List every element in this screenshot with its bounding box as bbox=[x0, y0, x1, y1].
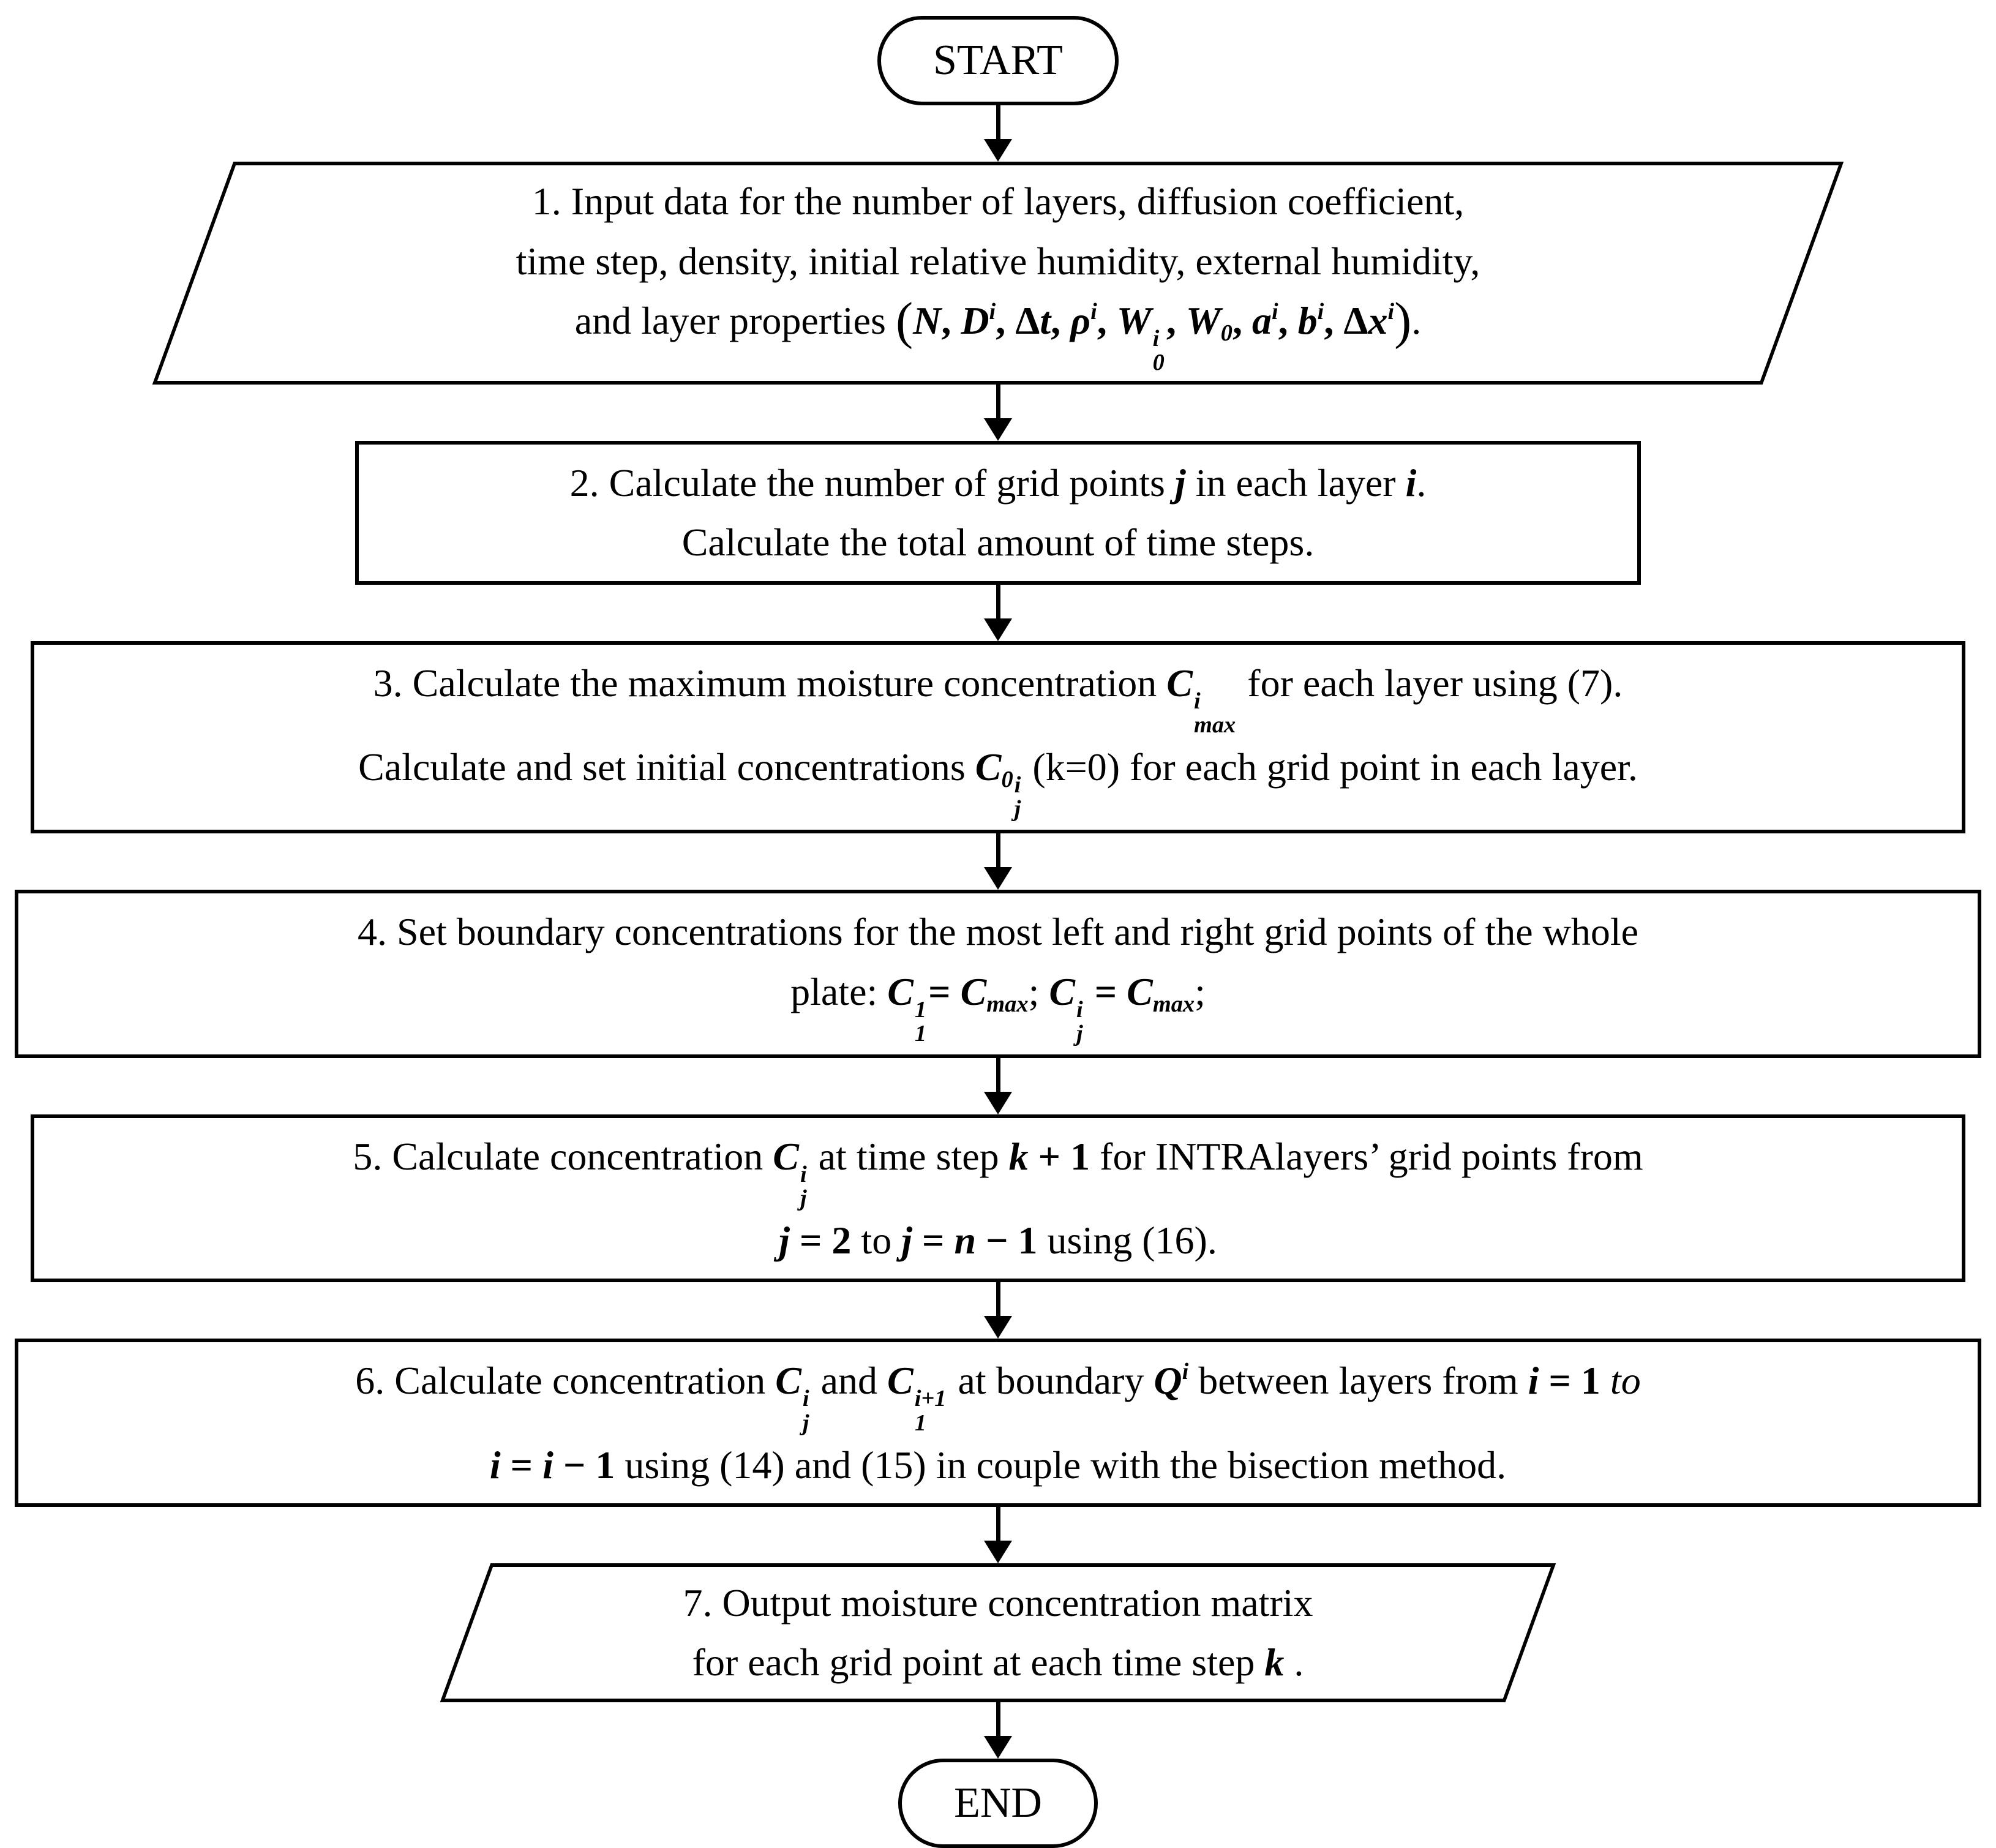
step-1-input-node bbox=[144, 162, 1852, 385]
flow-arrow-1 bbox=[983, 105, 1013, 162]
arrow-line bbox=[996, 833, 1000, 867]
arrow-line bbox=[996, 1702, 1000, 1736]
arrow-line bbox=[996, 1282, 1000, 1316]
step-6-process-node bbox=[15, 1339, 1981, 1507]
step-2-process-node bbox=[355, 441, 1641, 585]
step-5-process-node bbox=[31, 1114, 1965, 1283]
step-5-text: 5. Calculate concentration C i j at time step k + 1 for INTRAlayers’ grid points from j = 2 to j = n − 1 using (16). bbox=[353, 1134, 1643, 1263]
step-3-process-node bbox=[31, 641, 1965, 834]
arrow-head-icon bbox=[984, 618, 1012, 641]
step-7-output-node bbox=[416, 1563, 1580, 1702]
step-6-text: 6. Calculate concentration C i j and C i+1 1 at boundary $Q^i$ between layers from i = 1 to i = i − 1 using (14) and (15) in couple with the bisection method. bbox=[355, 1359, 1641, 1487]
arrow-line bbox=[996, 1507, 1000, 1541]
step-3-text: 3. Calculate the maximum moisture concentration C i max for each layer using (7). Calculate and set initial concentrations C0 i j (k=0) for each grid point in each layer. bbox=[358, 661, 1638, 822]
start-node bbox=[877, 16, 1119, 105]
end-node bbox=[898, 1759, 1098, 1848]
arrow-head-icon bbox=[984, 1316, 1012, 1339]
arrow-head-icon bbox=[984, 139, 1012, 162]
end-label: END bbox=[954, 1779, 1042, 1827]
arrow-line bbox=[996, 105, 1000, 139]
flow-arrow-8 bbox=[983, 1702, 1013, 1759]
step-7-text: 7. Output moisture concentration matrix for each grid point at each time step k . bbox=[683, 1581, 1313, 1685]
arrow-line bbox=[996, 585, 1000, 618]
step-4-text: 4. Set boundary concentrations for the most left and right grid points of the whole plate: C 1 1 = Cmax; C i j = Cmax; bbox=[358, 910, 1638, 1046]
arrow-head-icon bbox=[984, 1541, 1012, 1563]
arrow-line bbox=[996, 385, 1000, 418]
flow-arrow-4 bbox=[983, 833, 1013, 890]
flow-arrow-5 bbox=[983, 1058, 1013, 1114]
flow-arrow-2 bbox=[983, 385, 1013, 441]
step-4-process-node bbox=[15, 890, 1981, 1058]
step-2-text: 2. Calculate the number of grid points j in each layer i. Calculate the total amount of time steps. bbox=[569, 461, 1427, 565]
flow-arrow-3 bbox=[983, 585, 1013, 641]
arrow-head-icon bbox=[984, 1736, 1012, 1759]
arrow-head-icon bbox=[984, 1092, 1012, 1114]
arrow-head-icon bbox=[984, 418, 1012, 441]
step-1-text: 1. Input data for the number of layers, diffusion coefficient, time step, density, initial relative humidity, external humidity, and layer properties (N, $D^i$, Δt, $\rho^i$, W i 0 , W0, $a^i$, $b^i$, $\Delta x^i$). bbox=[516, 179, 1480, 376]
start-label: START bbox=[933, 37, 1063, 84]
arrow-head-icon bbox=[984, 867, 1012, 890]
flow-arrow-6 bbox=[983, 1282, 1013, 1339]
arrow-line bbox=[996, 1058, 1000, 1092]
flow-arrow-7 bbox=[983, 1507, 1013, 1563]
